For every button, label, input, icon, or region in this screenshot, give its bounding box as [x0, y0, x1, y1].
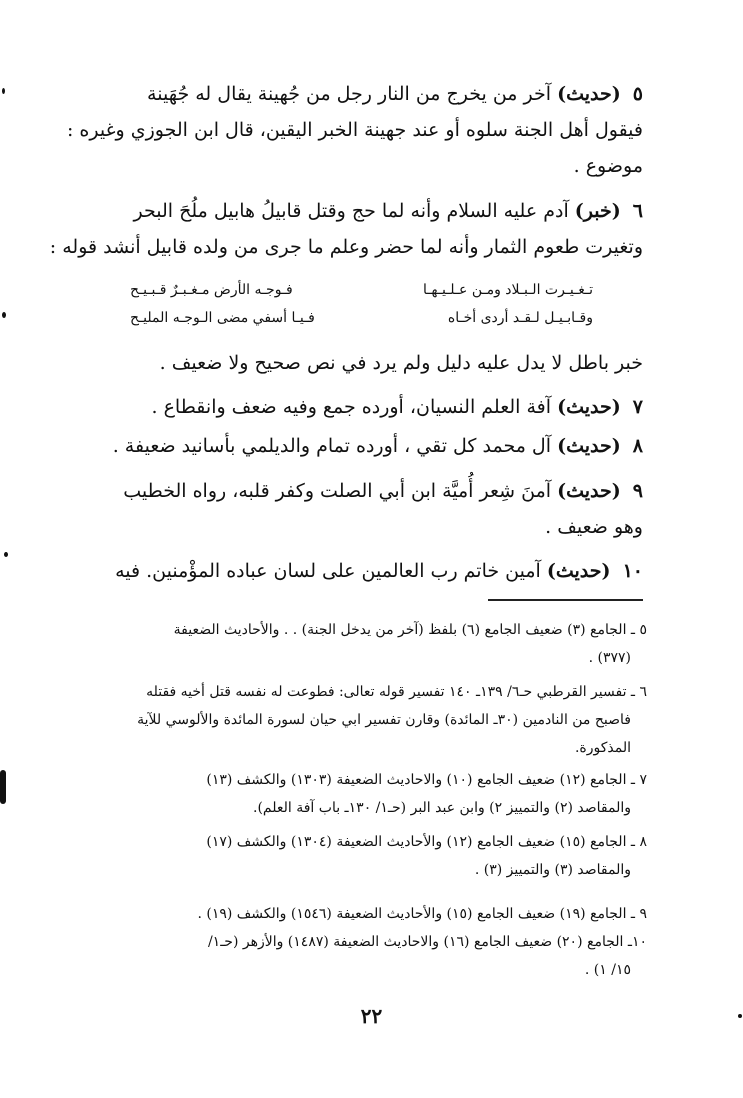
- scan-speck: [0, 770, 6, 804]
- footnote-10: ١٠ـ الجامع (٢٠) ضعيف الجامع (١٦) والاحاديث الضعيفة (١٤٨٧) والأزهر (حـ١/ ١٥/ ١) .: [207, 934, 647, 978]
- verse-hemistich-first: وقـابـيـل لـقـد أردى أخـاه: [447, 310, 593, 326]
- scan-speck: [738, 1014, 742, 1018]
- entry-number: ٩: [632, 480, 643, 502]
- entry-5-line-2: فيقول أهل الجنة سلوه أو عند جهينة الخبر اليقين، قال ابن الجوزي وغيره :: [66, 119, 643, 141]
- scan-speck: [4, 552, 8, 557]
- footnote-8: ٨ ـ الجامع (١٥) ضعيف الجامع (١٢) والأحاديث الضعيفة (١٣٠٤) والكشف (١٧) والمقاصد (٣) والتمييز (٣) .: [206, 834, 647, 878]
- entry-number: ٦: [632, 200, 643, 222]
- footnote-separator: [488, 599, 643, 601]
- entry-5: [66, 76, 643, 184]
- verse-hemistich-first: تـغـيـرت الـبـلاد ومـن عـلـيـهـا: [423, 282, 593, 298]
- entry-keyword: (حديث): [557, 83, 621, 105]
- verse-hemistich-second: فـيـا أسفي مضى الـوجـه المليـح: [130, 310, 315, 326]
- verse-hemistich-second: فـوجـه الأرض مـغـبـرٌ قـبـيـح: [130, 282, 293, 298]
- entry-keyword: (حديث): [546, 560, 611, 582]
- entry-number: ٧: [632, 396, 643, 418]
- entry-5-line-1: ٥ (حديث) آخر من يخرج من النار رجل من جُهينة يقال له جُهَينة: [147, 83, 643, 105]
- verdict-line: خبر باطل لا يدل عليه دليل ولم يرد في نص صحيح ولا ضعيف .: [159, 352, 643, 374]
- verse-line-1: [130, 282, 593, 308]
- footnote-6: ٦ ـ تفسير القرطبي حـ٦/ ١٣٩ـ ١٤٠ تفسير قوله تعالى: فطوعت له نفسه قتل أخيه فقتله فاصبح من النادمين (٣٠ـ المائدة) وقارن تفسير ابي حيان لسورة المائدة والألوسي للآية المذكورة.: [137, 684, 647, 756]
- entry-number: ١٠: [622, 560, 643, 582]
- entry-6-line-2: وتغيرت طعوم الثمار وأنه لما حضر وعلم ما جرى من ولده قابيل أنشد قوله :: [49, 236, 643, 258]
- page-number: ٢٢: [360, 1004, 383, 1028]
- scan-speck: [2, 88, 5, 94]
- entry-keyword: (حديث): [557, 480, 621, 502]
- entry-keyword: (حديث): [557, 396, 621, 418]
- entry-6-line-1: ٦ (خبر) آدم عليه السلام وأنه لما حج وقتل قابيلُ هابيل ملُحَ البحر: [133, 200, 643, 222]
- entry-5-line-3: موضوع .: [573, 155, 643, 177]
- entry-10: ١٠ (حديث) آمين خاتم رب العالمين على لسان عباده المؤْمنين. فيه: [115, 560, 643, 582]
- entry-8: ٨ (حديث) آل محمد كل تقي ، أورده تمام والديلمي بأسانيد ضعيفة .: [112, 435, 643, 457]
- entry-7: ٧ (حديث) آفة العلم النسيان، أورده جمع وفيه ضعف وانقطاع .: [151, 396, 643, 418]
- entry-number: ٥: [632, 83, 643, 105]
- footnote-9: ٩ ـ الجامع (١٩) ضعيف الجامع (١٥) والأحاديث الضعيفة (١٥٤٦) والكشف (١٩) .: [197, 906, 647, 922]
- scan-speck: [2, 312, 6, 318]
- entry-6: [49, 193, 643, 265]
- entry-keyword: (حديث): [557, 435, 621, 457]
- entry-keyword: (خبر): [574, 200, 621, 222]
- footnote-7: ٧ ـ الجامع (١٢) ضعيف الجامع (١٠) والاحاديث الضعيفة (١٣٠٣) والكشف (١٣) والمقاصد (٢) والتمييز ٢) وابن عبد البر (حـ١/ ١٣٠ـ باب آفة العلم).: [206, 772, 647, 816]
- verse-line-2: [130, 310, 593, 336]
- entry-number: ٨: [632, 435, 643, 457]
- entry-9: ٩ (حديث) آمنَ شِعر أُميَّة ابن أبي الصلت وكفر قلبه، رواه الخطيب وهو ضعيف .: [123, 480, 643, 538]
- footnote-5: ٥ ـ الجامع (٣) ضعيف الجامع (٦) بلفظ (آخر من يدخل الجنة) . . والأحاديث الضعيفة (٣٧٧) .: [173, 622, 647, 666]
